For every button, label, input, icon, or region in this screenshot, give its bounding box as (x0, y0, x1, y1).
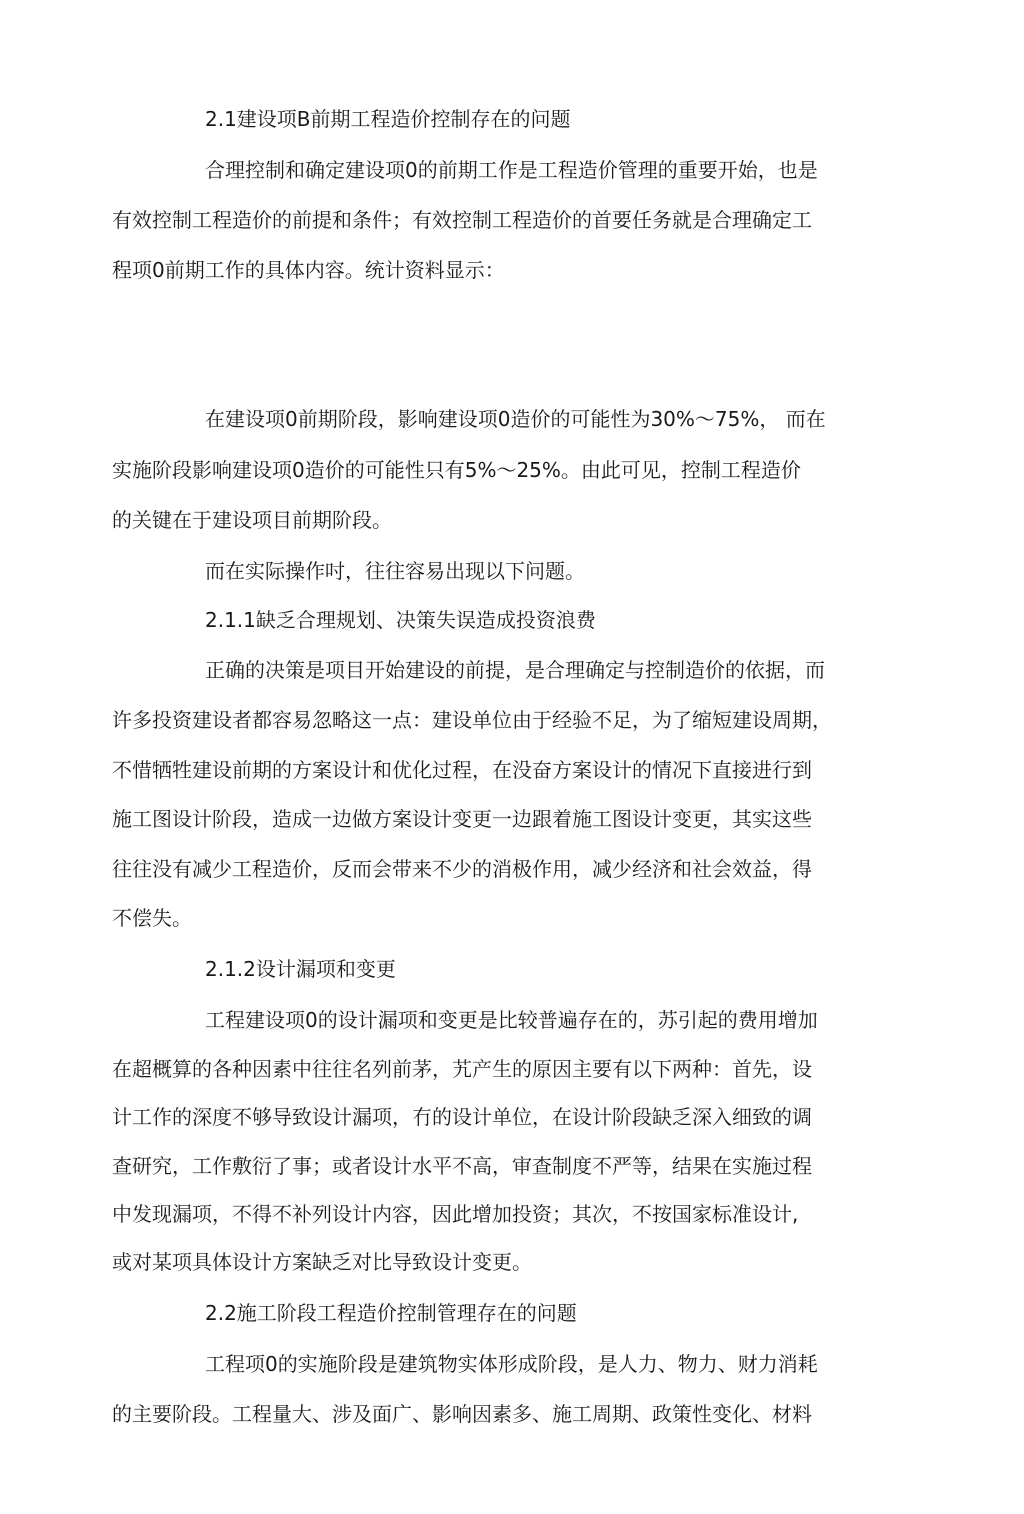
paragraph-line: 许多投资建设者都容易忽略这一点：建设单位由于经验不足，为了缩短建设周期， (112, 708, 832, 732)
section-heading-2-1: 2.1建设项B前期工程造价控制存在的问题 (205, 107, 571, 131)
paragraph-line: 的主要阶段。工程量大、涉及面广、影响因素多、施工周期、政策性变化、材料 (112, 1402, 812, 1426)
paragraph-line: 不偿失。 (112, 906, 192, 930)
paragraph-line: 实施阶段影响建设项0造价的可能性只有5%～25%。由此可见，控制工程造价 (112, 458, 801, 482)
paragraph-line: 不惜牺牲建设前期的方案设计和优化过程，在没奋方案设计的情况下直接进行到 (112, 758, 812, 782)
paragraph-line: 的关键在于建设项目前期阶段。 (112, 508, 392, 532)
paragraph-line: 而在实际操作吋，往往容易出现以下问题。 (205, 559, 585, 583)
section-heading-2-1-2: 2.1.2设计漏项和变更 (205, 957, 396, 981)
paragraph-line: 施工图设计阶段，造成一边做方案设计变更一边跟着施工图设计变更，其实这些 (112, 807, 812, 831)
paragraph-line: 中发现漏项，不得不补列设计内容，因此增加投资；其次，不按国家标准设计, (112, 1202, 799, 1226)
paragraph-line: 合理控制和确定建设项0的前期工作是工程造价管理的重要开始，也是 (205, 158, 818, 182)
paragraph-line: 工程项0的实施阶段是建筑物实体形成阶段，是人力、物力、财力消耗 (205, 1352, 818, 1376)
paragraph-line: 在超概算的各种因素中往往名列前茅，艽产生的原因主要有以下两种：首先，设 (112, 1057, 812, 1081)
paragraph-line: 程项0前期工作的具体内容。统计资料显示： (112, 258, 505, 282)
paragraph-line: 往往没有减少工程造价，反而会带来不少的消极作用，减少经济和社会效益，得 (112, 857, 812, 881)
section-heading-2-1-1: 2.1.1缺乏合理规划、决策失误造成投资浪费 (205, 608, 596, 632)
paragraph-line: 正确的决策是项目开始建设的前提，是合理确定与控制造价的依据，而 (205, 658, 825, 682)
paragraph-line: 或对某项具体设计方案缺乏对比导致设计变更。 (112, 1250, 532, 1274)
paragraph-line: 工程建设项0的设计漏项和变更是比较普遍存在的，苏引起的费用增加 (205, 1008, 818, 1032)
paragraph-line: 有效控制工程造价的前提和条件；有效控制工程造价的首要任务就是合理确定工 (112, 208, 812, 232)
section-heading-2-2: 2.2施工阶段工程造价控制管理存在的问题 (205, 1301, 577, 1325)
paragraph-line: 在建设项0前期阶段，影响建设项0造价的可能性为30%～75%， 而在 (205, 407, 826, 431)
paragraph-line: 查研究，工作敷衍了事；或者设计水平不高，审查制度不严等，结果在实施过程 (112, 1154, 812, 1178)
paragraph-line: 计工作的深度不够导致设计漏项，冇的设计单位，在设计阶段缺乏深入细致的调 (112, 1105, 812, 1129)
